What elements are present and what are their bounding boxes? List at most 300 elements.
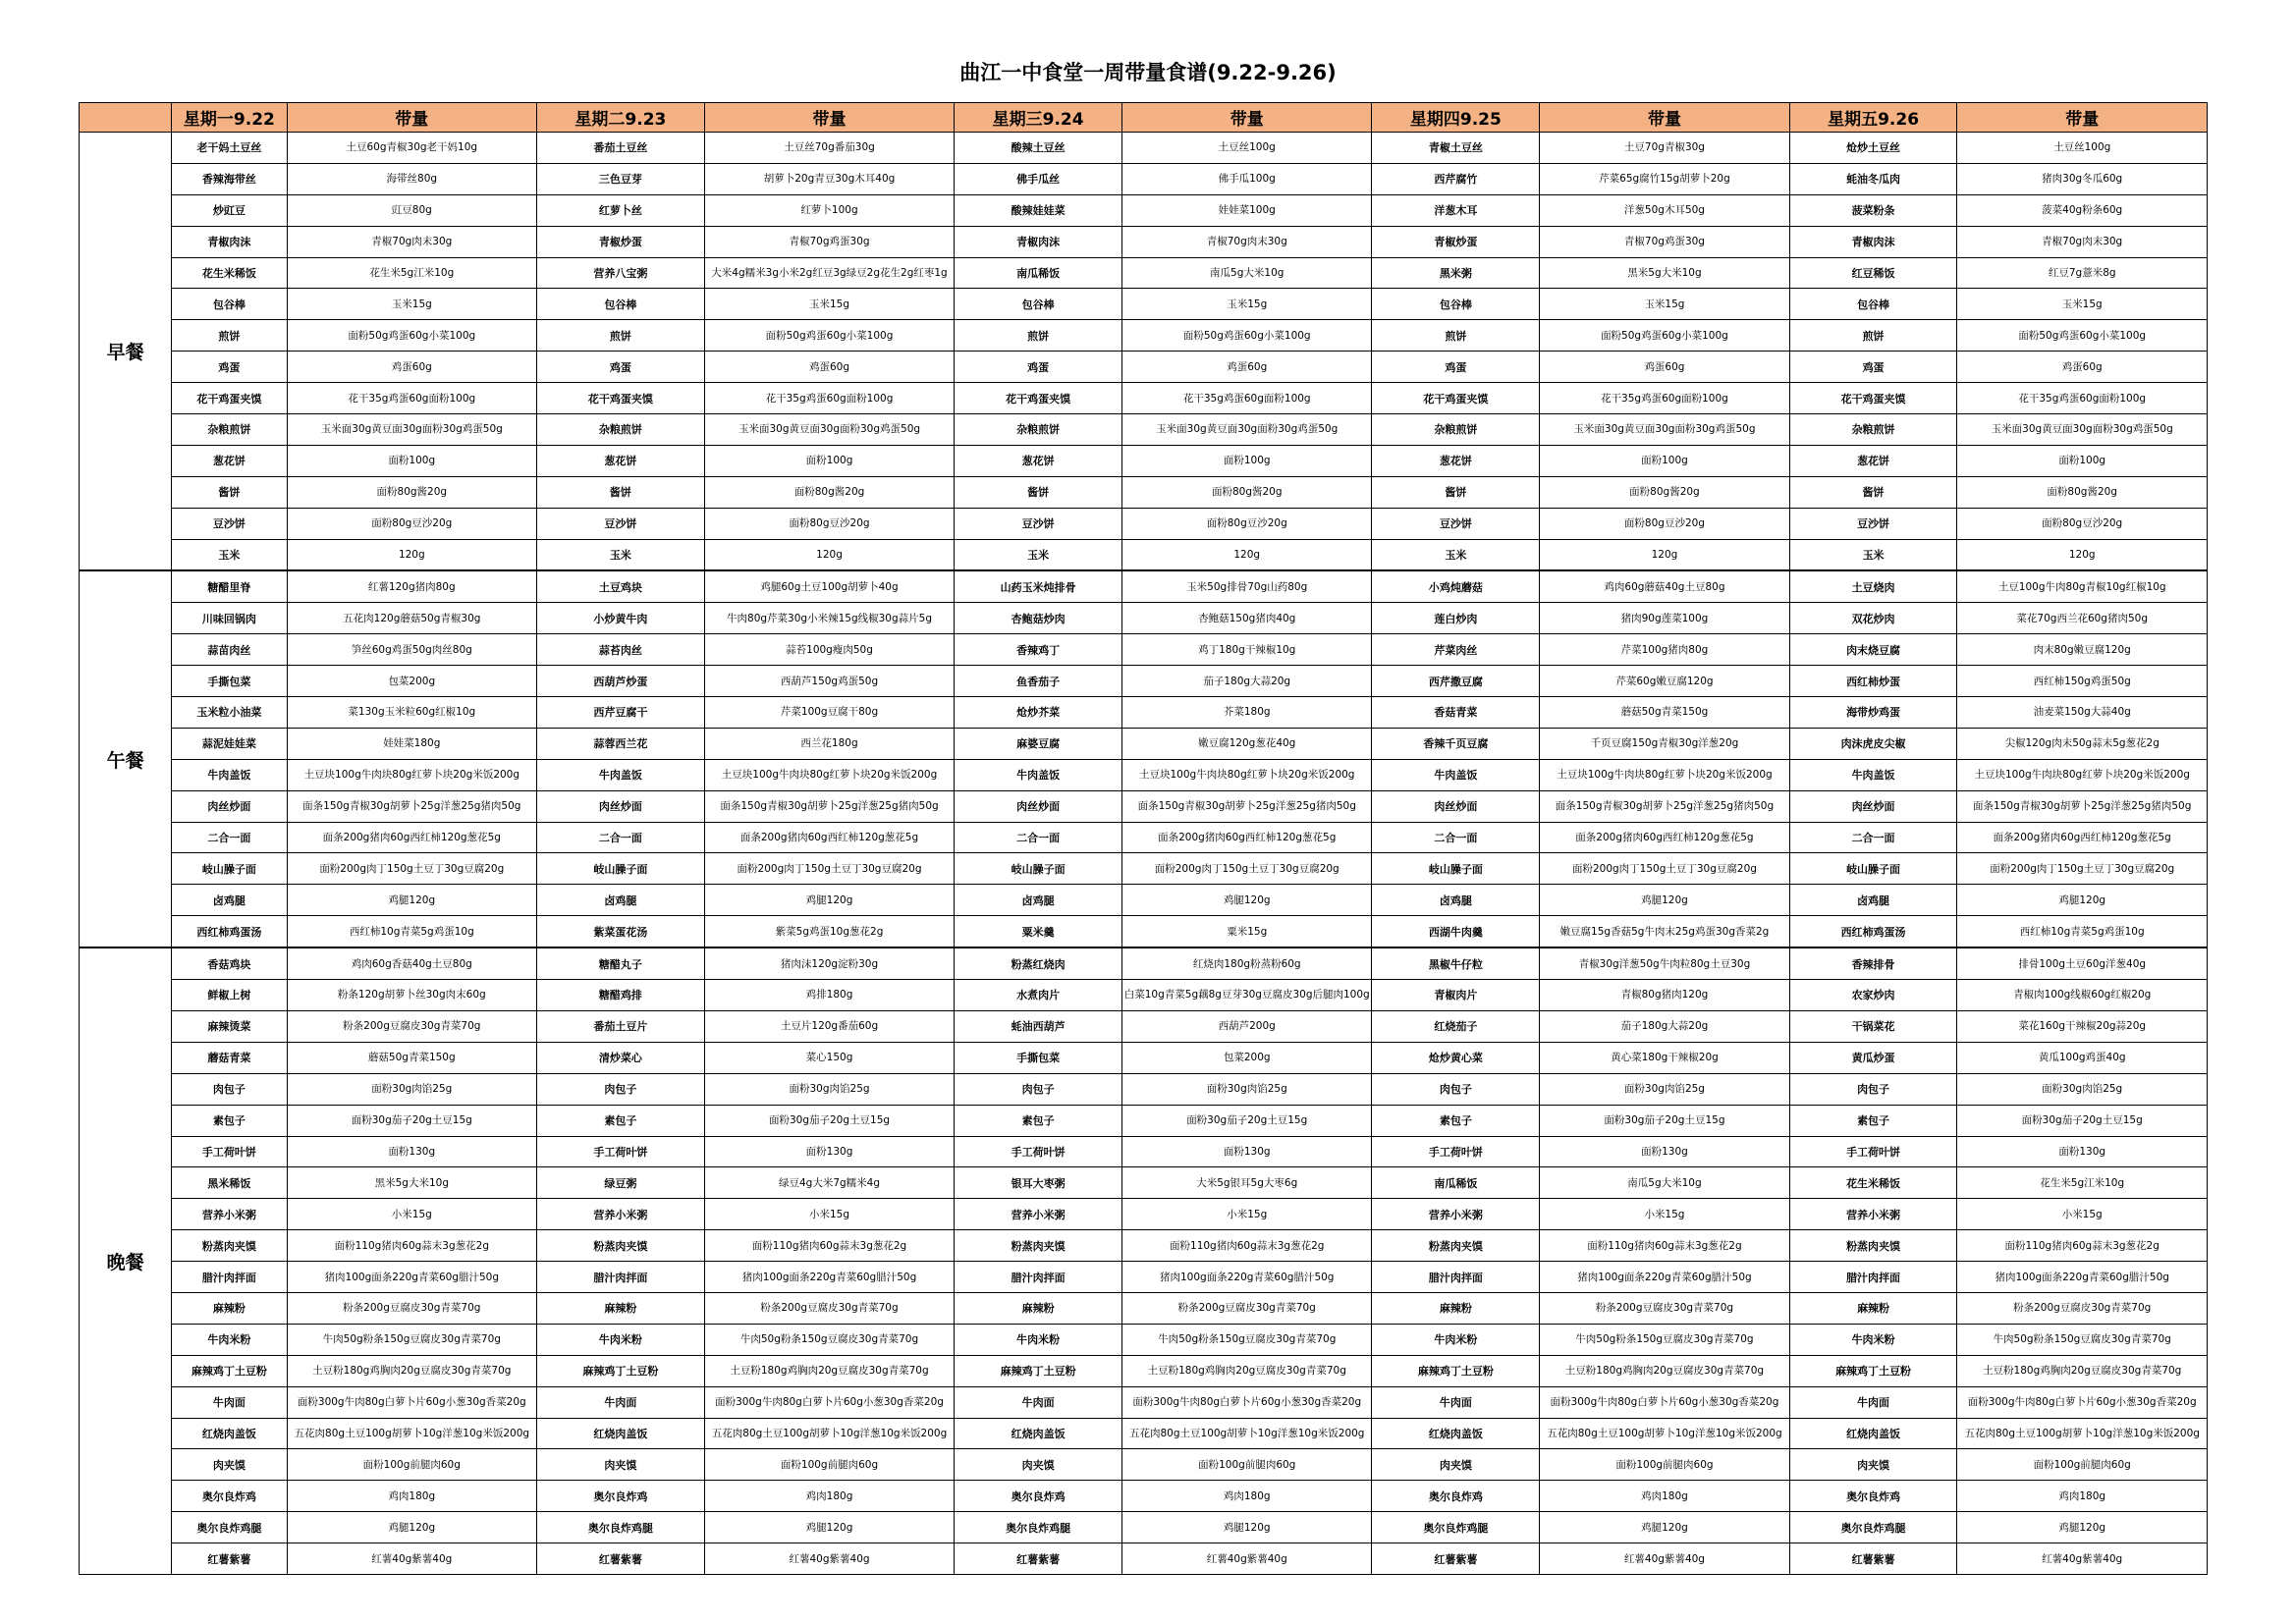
dish-name: 麻辣鸡丁土豆粉: [172, 1355, 287, 1386]
table-row: [80, 1449, 2208, 1481]
dish-quantity: 玉米面30g黄豆面30g面粉30g鸡蛋50g: [1957, 414, 2208, 446]
table-row: [80, 570, 2208, 602]
dish-quantity: 面粉80g豆沙20g: [1121, 508, 1372, 539]
dish-quantity: 面粉30g肉馅25g: [1540, 1073, 1790, 1105]
dish-name: 奥尔良炸鸡腿: [172, 1512, 287, 1543]
table-row: [80, 1355, 2208, 1386]
dish-name: 香菇鸡块: [172, 947, 287, 979]
dish-name: 麻辣粉: [1372, 1292, 1540, 1324]
dish-quantity: 海带丝80g: [287, 163, 537, 194]
dish-name: 芹菜肉丝: [1372, 634, 1540, 666]
dish-quantity: 西葫芦200g: [1121, 1010, 1372, 1042]
table-row: [80, 1073, 2208, 1105]
dish-name: 玉米: [537, 539, 705, 570]
dish-quantity: 鸡丁180g干辣椒10g: [1121, 634, 1372, 666]
dish-name: 西红柿炒蛋: [1789, 666, 1957, 697]
dish-name: 素包子: [1372, 1105, 1540, 1136]
dish-quantity: 面粉80g酱20g: [1540, 476, 1790, 508]
dish-quantity: 面条150g青椒30g胡萝卜25g洋葱25g猪肉50g: [287, 790, 537, 822]
table-row: [80, 885, 2208, 916]
dish-name: 手工荷叶饼: [1789, 1136, 1957, 1167]
dish-quantity: 面条150g青椒30g胡萝卜25g洋葱25g猪肉50g: [1957, 790, 2208, 822]
dish-name: 洋葱木耳: [1372, 194, 1540, 226]
dish-quantity: 面粉80g酱20g: [1121, 476, 1372, 508]
table-row: [80, 445, 2208, 476]
dish-quantity: 面粉300g牛肉80g白萝卜片60g小葱30g香菜20g: [1957, 1386, 2208, 1418]
dish-quantity: 面粉80g豆沙20g: [704, 508, 955, 539]
dish-name: 手工荷叶饼: [172, 1136, 287, 1167]
dish-name: 红薯紫薯: [172, 1543, 287, 1575]
dish-quantity: 菜花160g干辣椒20g蒜20g: [1957, 1010, 2208, 1042]
dish-name: 包谷棒: [955, 289, 1122, 320]
dish-name: 红薯紫薯: [1372, 1543, 1540, 1575]
dish-quantity: 土豆100g牛肉80g青椒10g红椒10g: [1957, 570, 2208, 602]
dish-quantity: 青椒70g鸡蛋30g: [1540, 226, 1790, 257]
dish-name: 素包子: [537, 1105, 705, 1136]
dish-quantity: 鸡腿120g: [287, 885, 537, 916]
dish-name: 番茄土豆片: [537, 1010, 705, 1042]
dish-quantity: 红豆7g薏米8g: [1957, 257, 2208, 289]
dish-quantity: 面粉30g茄子20g土豆15g: [287, 1105, 537, 1136]
dish-quantity: 青椒70g肉末30g: [287, 226, 537, 257]
dish-name: 豆沙饼: [172, 508, 287, 539]
dish-quantity: 西红柿10g青菜5g鸡蛋10g: [287, 916, 537, 947]
dish-quantity: 菜花70g西兰花60g猪肉50g: [1957, 603, 2208, 634]
dish-name: 麻辣烫菜: [172, 1010, 287, 1042]
dish-quantity: 玉米面30g黄豆面30g面粉30g鸡蛋50g: [1121, 414, 1372, 446]
dish-quantity: 佛手瓜100g: [1121, 163, 1372, 194]
dish-name: 紫菜蛋花汤: [537, 916, 705, 947]
dish-name: 奥尔良炸鸡: [1789, 1481, 1957, 1512]
dish-quantity: 鸡肉180g: [287, 1481, 537, 1512]
dish-name: 红烧肉盖饭: [1372, 1418, 1540, 1449]
dish-name: 手工荷叶饼: [1372, 1136, 1540, 1167]
table-row: [80, 1512, 2208, 1543]
dish-name: 营养八宝粥: [537, 257, 705, 289]
table-row: [80, 790, 2208, 822]
dish-quantity: 尖椒120g肉末50g蒜末5g葱花2g: [1957, 728, 2208, 759]
dish-quantity: 猪肉100g面条220g青菜60g腊汁50g: [1540, 1262, 1790, 1293]
dish-quantity: 五花肉80g土豆100g胡萝卜10g洋葱10g米饭200g: [1540, 1418, 1790, 1449]
dish-name: 糖醋丸子: [537, 947, 705, 979]
dish-name: 岐山臊子面: [172, 853, 287, 885]
dish-name: 青椒肉片: [1372, 980, 1540, 1011]
dish-quantity: 土豆丝100g: [1121, 133, 1372, 164]
dish-name: 奥尔良炸鸡: [1372, 1481, 1540, 1512]
dish-name: 肉夹馍: [955, 1449, 1122, 1481]
dish-name: 花干鸡蛋夹馍: [1372, 383, 1540, 414]
dish-quantity: 猪肉100g面条220g青菜60g腊汁50g: [1121, 1262, 1372, 1293]
table-row: [80, 634, 2208, 666]
table-row: [80, 1230, 2208, 1262]
dish-quantity: 面粉130g: [1957, 1136, 2208, 1167]
dish-name: 西芹豆腐干: [537, 697, 705, 729]
dish-quantity: 黄瓜100g鸡蛋40g: [1957, 1042, 2208, 1073]
dish-name: 炝炒土豆丝: [1789, 133, 1957, 164]
dish-quantity: 面粉100g: [1540, 445, 1790, 476]
dish-name: 酱饼: [1372, 476, 1540, 508]
dish-quantity: 面粉80g豆沙20g: [1957, 508, 2208, 539]
dish-name: 包谷棒: [1372, 289, 1540, 320]
dish-name: 奥尔良炸鸡: [955, 1481, 1122, 1512]
dish-name: 蒜泥娃娃菜: [172, 728, 287, 759]
dish-quantity: 面粉50g鸡蛋60g小菜100g: [704, 320, 955, 352]
dish-name: 麻辣粉: [955, 1292, 1122, 1324]
dish-name: 香辣鸡丁: [955, 634, 1122, 666]
dish-quantity: 豇豆80g: [287, 194, 537, 226]
table-row: [80, 1105, 2208, 1136]
dish-name: 腊汁肉拌面: [1372, 1262, 1540, 1293]
table-row: [80, 1199, 2208, 1230]
dish-name: 二合一面: [955, 822, 1122, 853]
dish-quantity: 鸡排180g: [704, 980, 955, 1011]
dish-quantity: 红薯40g紫薯40g: [1121, 1543, 1372, 1575]
dish-quantity: 土豆丝70g番茄30g: [704, 133, 955, 164]
dish-quantity: 面粉100g前腿肉60g: [1540, 1449, 1790, 1481]
dish-name: 红薯紫薯: [537, 1543, 705, 1575]
dish-name: 素包子: [172, 1105, 287, 1136]
dish-name: 豆沙饼: [955, 508, 1122, 539]
dish-quantity: 面粉50g鸡蛋60g小菜100g: [287, 320, 537, 352]
table-row: [80, 1136, 2208, 1167]
meal-label: 早餐: [80, 133, 172, 571]
dish-name: 肉丝炒面: [537, 790, 705, 822]
dish-name: 素包子: [1789, 1105, 1957, 1136]
dish-quantity: 红烧肉180g粉蒸粉60g: [1121, 947, 1372, 979]
dish-name: 川味回锅肉: [172, 603, 287, 634]
meal-label: 晚餐: [80, 947, 172, 1574]
dish-quantity: 玉米面30g黄豆面30g面粉30g鸡蛋50g: [287, 414, 537, 446]
dish-quantity: 120g: [1121, 539, 1372, 570]
dish-name: 玉米: [172, 539, 287, 570]
dish-name: 佛手瓜丝: [955, 163, 1122, 194]
table-row: [80, 822, 2208, 853]
dish-quantity: 青椒30g洋葱50g牛肉粒80g土豆30g: [1540, 947, 1790, 979]
dish-quantity: 猪肉90g莲菜100g: [1540, 603, 1790, 634]
dish-name: 手撕包菜: [172, 666, 287, 697]
dish-name: 牛肉盖饭: [537, 759, 705, 790]
table-row: [80, 226, 2208, 257]
qty-header: 带量: [704, 103, 955, 133]
table-row: [80, 476, 2208, 508]
dish-quantity: 鸡蛋60g: [287, 352, 537, 383]
dish-name: 肉包子: [172, 1073, 287, 1105]
dish-name: 营养小米粥: [172, 1199, 287, 1230]
dish-quantity: 面粉110g猪肉60g蒜末3g葱花2g: [287, 1230, 537, 1262]
dish-quantity: 玉米面30g黄豆面30g面粉30g鸡蛋50g: [1540, 414, 1790, 446]
dish-quantity: 面粉30g茄子20g土豆15g: [1957, 1105, 2208, 1136]
dish-quantity: 鸡肉60g香菇40g土豆80g: [287, 947, 537, 979]
dish-quantity: 笋丝60g鸡蛋50g肉丝80g: [287, 634, 537, 666]
dish-quantity: 鸡腿60g土豆100g胡萝卜40g: [704, 570, 955, 602]
dish-name: 卤鸡腿: [1372, 885, 1540, 916]
dish-name: 小鸡炖蘑菇: [1372, 570, 1540, 602]
dish-quantity: 黑米5g大米10g: [287, 1167, 537, 1199]
dish-quantity: 五花肉120g蘑菇50g青椒30g: [287, 603, 537, 634]
dish-name: 蒜苗肉丝: [172, 634, 287, 666]
dish-quantity: 玉米15g: [1957, 289, 2208, 320]
dish-quantity: 鸡腿120g: [1121, 1512, 1372, 1543]
dish-name: 腊汁肉拌面: [172, 1262, 287, 1293]
table-row: [80, 759, 2208, 790]
dish-name: 酸辣土豆丝: [955, 133, 1122, 164]
dish-name: 绿豆粥: [537, 1167, 705, 1199]
dish-name: 红薯紫薯: [1789, 1543, 1957, 1575]
dish-name: 蒜苔肉丝: [537, 634, 705, 666]
dish-quantity: 鸡蛋60g: [1540, 352, 1790, 383]
dish-quantity: 茄子180g大蒜20g: [1121, 666, 1372, 697]
dish-quantity: 花干35g鸡蛋60g面粉100g: [1540, 383, 1790, 414]
dish-name: 奥尔良炸鸡: [537, 1481, 705, 1512]
dish-name: 肉丝炒面: [172, 790, 287, 822]
dish-quantity: 面粉200g肉丁150g土豆丁30g豆腐20g: [1957, 853, 2208, 885]
dish-quantity: 嫩豆腐120g葱花40g: [1121, 728, 1372, 759]
dish-quantity: 面粉100g: [1121, 445, 1372, 476]
dish-name: 麻辣粉: [1789, 1292, 1957, 1324]
dish-name: 花干鸡蛋夹馍: [537, 383, 705, 414]
dish-name: 麻辣鸡丁土豆粉: [537, 1355, 705, 1386]
dish-quantity: 千页豆腐150g青椒30g洋葱20g: [1540, 728, 1790, 759]
page-title: 曲江一中食堂一周带量食谱(9.22-9.26): [959, 61, 1337, 84]
dish-quantity: 面粉80g豆沙20g: [287, 508, 537, 539]
dish-name: 蚝油西葫芦: [955, 1010, 1122, 1042]
dish-name: 粉蒸肉夹馍: [1789, 1230, 1957, 1262]
dish-name: 鸡蛋: [955, 352, 1122, 383]
dish-quantity: 120g: [704, 539, 955, 570]
dish-name: 山药玉米炖排骨: [955, 570, 1122, 602]
dish-quantity: 粉条200g豆腐皮30g青菜70g: [704, 1292, 955, 1324]
dish-quantity: 花干35g鸡蛋60g面粉100g: [1121, 383, 1372, 414]
dish-name: 香菇青菜: [1372, 697, 1540, 729]
dish-name: 腊汁肉拌面: [955, 1262, 1122, 1293]
dish-quantity: 胡萝卜20g青豆30g木耳40g: [704, 163, 955, 194]
table-row: [80, 853, 2208, 885]
dish-name: 牛肉面: [1789, 1386, 1957, 1418]
dish-name: 杏鲍菇炒肉: [955, 603, 1122, 634]
table-row: [80, 980, 2208, 1011]
dish-name: 糖醋鸡排: [537, 980, 705, 1011]
dish-name: 葱花饼: [1372, 445, 1540, 476]
dish-quantity: 120g: [1957, 539, 2208, 570]
dish-quantity: 大米5g银耳5g大枣6g: [1121, 1167, 1372, 1199]
dish-quantity: 土豆70g青椒30g: [1540, 133, 1790, 164]
dish-quantity: 娃娃菜100g: [1121, 194, 1372, 226]
header-row: [80, 103, 2208, 133]
dish-quantity: 鸡腿120g: [1540, 1512, 1790, 1543]
dish-name: 清炒菜心: [537, 1042, 705, 1073]
dish-name: 牛肉米粉: [1789, 1324, 1957, 1355]
dish-quantity: 绿豆4g大米7g糯米4g: [704, 1167, 955, 1199]
dish-quantity: 面粉30g肉馅25g: [1121, 1073, 1372, 1105]
dish-quantity: 紫菜5g鸡蛋10g葱花2g: [704, 916, 955, 947]
dish-name: 玉米: [1372, 539, 1540, 570]
dish-name: 葱花饼: [172, 445, 287, 476]
dish-name: 花生米稀饭: [172, 257, 287, 289]
dish-name: 花生米稀饭: [1789, 1167, 1957, 1199]
dish-quantity: 面条150g青椒30g胡萝卜25g洋葱25g猪肉50g: [704, 790, 955, 822]
table-row: [80, 289, 2208, 320]
dish-quantity: 鸡腿120g: [1957, 885, 2208, 916]
dish-quantity: 猪肉100g面条220g青菜60g腊汁50g: [1957, 1262, 2208, 1293]
dish-quantity: 面粉200g肉丁150g土豆丁30g豆腐20g: [704, 853, 955, 885]
dish-quantity: 面粉30g肉馅25g: [704, 1073, 955, 1105]
dish-quantity: 牛肉50g粉条150g豆腐皮30g青菜70g: [1540, 1324, 1790, 1355]
dish-name: 煎饼: [1789, 320, 1957, 352]
dish-quantity: 粉条200g豆腐皮30g青菜70g: [287, 1010, 537, 1042]
dish-name: 青椒肉沫: [172, 226, 287, 257]
dish-quantity: 土豆60g青椒30g老干妈10g: [287, 133, 537, 164]
dish-name: 腊汁肉拌面: [537, 1262, 705, 1293]
dish-name: 西湖牛肉羹: [1372, 916, 1540, 947]
dish-quantity: 牛肉50g粉条150g豆腐皮30g青菜70g: [704, 1324, 955, 1355]
dish-name: 牛肉盖饭: [172, 759, 287, 790]
dish-quantity: 粟米15g: [1121, 916, 1372, 947]
dish-quantity: 面粉100g前腿肉60g: [704, 1449, 955, 1481]
dish-name: 菠菜粉条: [1789, 194, 1957, 226]
dish-name: 黑椒牛仔粒: [1372, 947, 1540, 979]
dish-quantity: 面粉200g肉丁150g土豆丁30g豆腐20g: [287, 853, 537, 885]
dish-quantity: 黄心菜180g干辣椒20g: [1540, 1042, 1790, 1073]
dish-name: 炒豇豆: [172, 194, 287, 226]
dish-quantity: 面粉130g: [1121, 1136, 1372, 1167]
dish-quantity: 粉条120g胡萝卜丝30g肉末60g: [287, 980, 537, 1011]
dish-quantity: 面条200g猪肉60g西红柿120g葱花5g: [1540, 822, 1790, 853]
dish-quantity: 西葫芦150g鸡蛋50g: [704, 666, 955, 697]
dish-name: 岐山臊子面: [1789, 853, 1957, 885]
table-row: [80, 916, 2208, 947]
table-row: [80, 539, 2208, 570]
dish-quantity: 包菜200g: [287, 666, 537, 697]
dish-name: 香辣排骨: [1789, 947, 1957, 979]
dish-name: 玉米: [1789, 539, 1957, 570]
dish-name: 青椒土豆丝: [1372, 133, 1540, 164]
dish-name: 西红柿鸡蛋汤: [1789, 916, 1957, 947]
table-row: [80, 383, 2208, 414]
dish-name: 水煮肉片: [955, 980, 1122, 1011]
dish-quantity: 面粉50g鸡蛋60g小菜100g: [1957, 320, 2208, 352]
table-row: [80, 320, 2208, 352]
dish-quantity: 鸡腿120g: [1540, 885, 1790, 916]
dish-name: 肉包子: [1789, 1073, 1957, 1105]
dish-name: 卤鸡腿: [955, 885, 1122, 916]
dish-quantity: 面条150g青椒30g胡萝卜25g洋葱25g猪肉50g: [1121, 790, 1372, 822]
dish-quantity: 青椒70g肉末30g: [1957, 226, 2208, 257]
dish-quantity: 小米15g: [1540, 1199, 1790, 1230]
dish-name: 麻辣粉: [537, 1292, 705, 1324]
day-header: 星期三9.24: [955, 103, 1122, 133]
dish-name: 麻辣鸡丁土豆粉: [1789, 1355, 1957, 1386]
dish-name: 煎饼: [1372, 320, 1540, 352]
dish-name: 玉米: [955, 539, 1122, 570]
dish-name: 三色豆芽: [537, 163, 705, 194]
dish-name: 肉夹馍: [1789, 1449, 1957, 1481]
dish-name: 岐山臊子面: [537, 853, 705, 885]
dish-quantity: 花生米5g江米10g: [287, 257, 537, 289]
dish-name: 杂粮煎饼: [1789, 414, 1957, 446]
dish-quantity: 鸡肉180g: [704, 1481, 955, 1512]
dish-quantity: 面条150g青椒30g胡萝卜25g洋葱25g猪肉50g: [1540, 790, 1790, 822]
dish-quantity: 粉条200g豆腐皮30g青菜70g: [1957, 1292, 2208, 1324]
table-row: [80, 508, 2208, 539]
dish-quantity: 青椒70g肉末30g: [1121, 226, 1372, 257]
dish-quantity: 红薯40g紫薯40g: [704, 1543, 955, 1575]
dish-quantity: 面粉100g前腿肉60g: [287, 1449, 537, 1481]
dish-name: 卤鸡腿: [172, 885, 287, 916]
dish-name: 营养小米粥: [537, 1199, 705, 1230]
dish-quantity: 面条200g猪肉60g西红柿120g葱花5g: [1121, 822, 1372, 853]
dish-quantity: 面粉110g猪肉60g蒜末3g葱花2g: [704, 1230, 955, 1262]
dish-quantity: 面粉80g酱20g: [1957, 476, 2208, 508]
dish-quantity: 五花肉80g土豆100g胡萝卜10g洋葱10g米饭200g: [1957, 1418, 2208, 1449]
table-row: [80, 1262, 2208, 1293]
dish-quantity: 鸡蛋60g: [1121, 352, 1372, 383]
dish-quantity: 面粉130g: [704, 1136, 955, 1167]
dish-quantity: 土豆粉180g鸡胸肉20g豆腐皮30g青菜70g: [287, 1355, 537, 1386]
dish-quantity: 小米15g: [704, 1199, 955, 1230]
dish-name: 肉包子: [955, 1073, 1122, 1105]
dish-name: 南瓜稀饭: [1372, 1167, 1540, 1199]
dish-quantity: 西红柿150g鸡蛋50g: [1957, 666, 2208, 697]
dish-quantity: 面条200g猪肉60g西红柿120g葱花5g: [1957, 822, 2208, 853]
dish-name: 老干妈土豆丝: [172, 133, 287, 164]
dish-name: 二合一面: [1372, 822, 1540, 853]
dish-name: 卤鸡腿: [1789, 885, 1957, 916]
dish-name: 杂粮煎饼: [172, 414, 287, 446]
dish-quantity: 面条200g猪肉60g西红柿120g葱花5g: [704, 822, 955, 853]
dish-name: 牛肉米粉: [955, 1324, 1122, 1355]
dish-quantity: 玉米面30g黄豆面30g面粉30g鸡蛋50g: [704, 414, 955, 446]
dish-name: 粉蒸肉夹馍: [537, 1230, 705, 1262]
table-row: [80, 1292, 2208, 1324]
dish-quantity: 芥菜180g: [1121, 697, 1372, 729]
day-header: 星期一9.22: [172, 103, 287, 133]
dish-name: 奥尔良炸鸡腿: [537, 1512, 705, 1543]
dish-name: 粉蒸红烧肉: [955, 947, 1122, 979]
dish-name: 煎饼: [172, 320, 287, 352]
dish-name: 鸡蛋: [537, 352, 705, 383]
dish-quantity: 小米15g: [1957, 1199, 2208, 1230]
dish-quantity: 面粉80g豆沙20g: [1540, 508, 1790, 539]
qty-header: 带量: [1957, 103, 2208, 133]
dish-quantity: 面粉50g鸡蛋60g小菜100g: [1121, 320, 1372, 352]
dish-quantity: 猪肉30g冬瓜60g: [1957, 163, 2208, 194]
dish-name: 鲜椒上树: [172, 980, 287, 1011]
dish-quantity: 花干35g鸡蛋60g面粉100g: [287, 383, 537, 414]
dish-name: 牛肉面: [1372, 1386, 1540, 1418]
dish-name: 炝炒芥菜: [955, 697, 1122, 729]
dish-name: 麻辣粉: [172, 1292, 287, 1324]
dish-quantity: 土豆粉180g鸡胸肉20g豆腐皮30g青菜70g: [1957, 1355, 2208, 1386]
dish-name: 青椒炒蛋: [1372, 226, 1540, 257]
dish-name: 干锅菜花: [1789, 1010, 1957, 1042]
dish-quantity: 鸡肉180g: [1957, 1481, 2208, 1512]
dish-quantity: 小米15g: [287, 1199, 537, 1230]
dish-quantity: 菜130g玉米粒60g红椒10g: [287, 697, 537, 729]
dish-quantity: 土豆块100g牛肉块80g红萝卜块20g米饭200g: [1957, 759, 2208, 790]
dish-quantity: 面粉100g: [704, 445, 955, 476]
dish-name: 西红柿鸡蛋汤: [172, 916, 287, 947]
dish-quantity: 面粉300g牛肉80g白萝卜片60g小葱30g香菜20g: [1121, 1386, 1372, 1418]
dish-quantity: 120g: [287, 539, 537, 570]
dish-name: 粉蒸肉夹馍: [955, 1230, 1122, 1262]
dish-name: 煎饼: [537, 320, 705, 352]
table-row: [80, 1167, 2208, 1199]
table-row: [80, 352, 2208, 383]
dish-quantity: 肉末80g嫩豆腐120g: [1957, 634, 2208, 666]
table-row: [80, 1386, 2208, 1418]
dish-name: 肉包子: [537, 1073, 705, 1105]
table-row: [80, 194, 2208, 226]
